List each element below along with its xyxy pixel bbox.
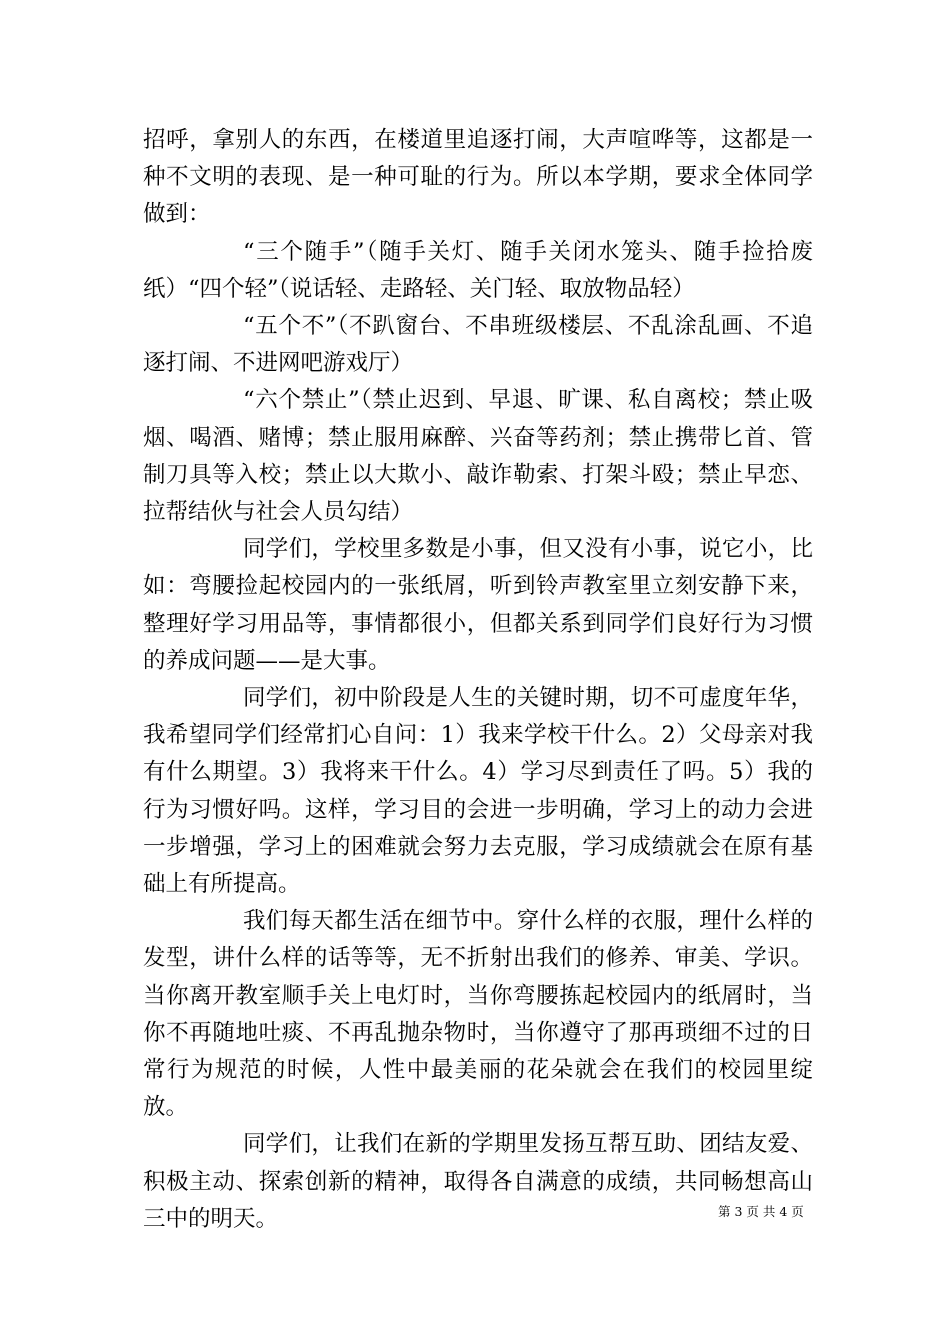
paragraph-small-things: 同学们，学校里多数是小事，但又没有小事，说它小，比如：弯腰捡起校园内的一张纸屑，听到铃声教室里立刻安静下来，整理好学习用品等，事情都很小，但都关系到同学们良好行为习惯的养成问题——是大事。 xyxy=(143,536,813,674)
paragraph-junior-high: 同学们，初中阶段是人生的关键时期，切不可虚度年华，我希望同学们经常扪心自问：1）我来学校干什么。2）父母亲对我有什么期望。3）我将来干什么。4）学习尽到责任了吗。5）我的行为习惯好吗。这样，学习目的会进一步明确，学习上的动力会进一步增强，学习上的困难就会努力去克服，学习成绩就会在原有基础上有所提高。 xyxy=(143,685,813,898)
paragraph-continuation: 招呼，拿别人的东西，在楼道里追逐打闹，大声喧哗等，这都是一种不文明的表现、是一种可耻的行为。所以本学期，要求全体同学做到： xyxy=(143,127,813,228)
paragraph-three-rules: “三个随手”（随手关灯、随手关闭水笼头、随手捡拾废纸）“四个轻”（说话轻、走路轻、关门轻、取放物品轻） xyxy=(143,238,813,302)
paragraph-six-prohibitions: “六个禁止”（禁止迟到、早退、旷课、私自离校；禁止吸烟、喝酒、赌博；禁止服用麻醉、兴奋等药剂；禁止携带匕首、管制刀具等入校；禁止以大欺小、敲诈勒索、打架斗殴；禁止早恋、拉帮结伙与社会人员勾结） xyxy=(143,387,813,526)
paragraph-details: 我们每天都生活在细节中。穿什么样的衣服，理什么样的发型，讲什么样的话等等，无不折射出我们的修养、审美、学识。当你离开教室顺手关上电灯时，当你弯腰拣起校园内的纸屑时，当你不再随地吐痰、不再乱抛杂物时，当你遵守了那再琐细不过的日常行为规范的时候，人性中最美丽的花朵就会在我们的校园里绽放。 xyxy=(143,908,813,1121)
paragraph-closing: 同学们，让我们在新的学期里发扬互帮互助、团结友爱、积极主动、探索创新的精神，取得各自满意的成绩，共同畅想高山三中的明天。 xyxy=(143,1131,813,1232)
page-number-footer: 第 3 页 共 4 页 xyxy=(718,1204,804,1219)
paragraph-five-nots: “五个不”（不趴窗台、不串班级楼层、不乱涂乱画、不追逐打闹、不进网吧游戏厅） xyxy=(143,313,813,377)
document-body xyxy=(143,122,813,1238)
